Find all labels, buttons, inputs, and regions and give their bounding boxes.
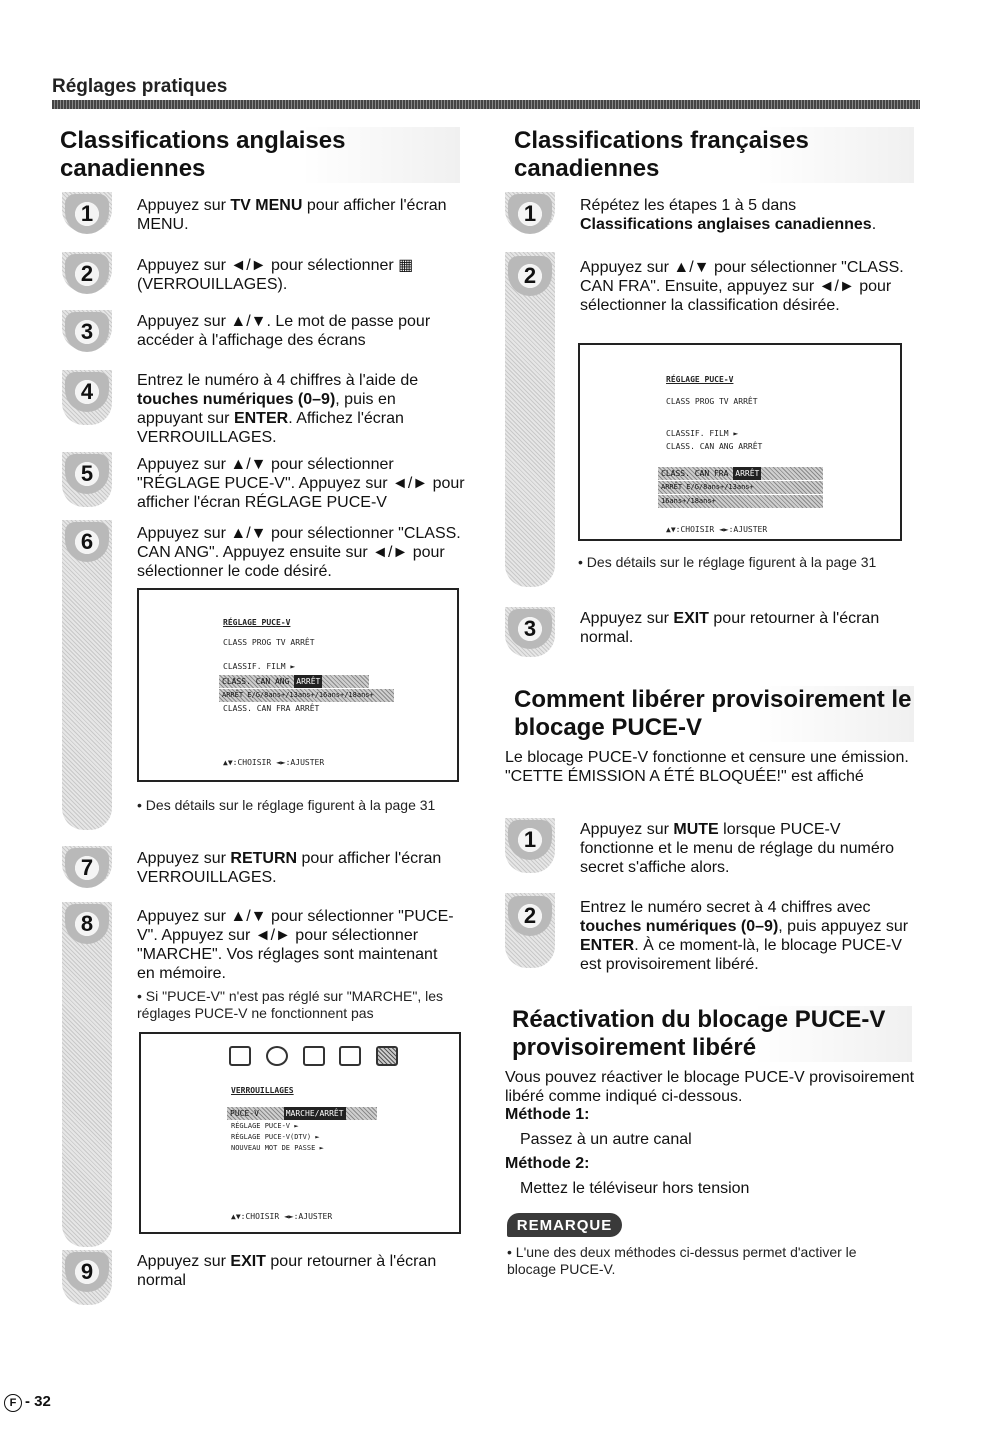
step-number: 1 [508,194,552,234]
step-text: Appuyez sur ▲/▼ pour sélectionner "CLASS. CAN FRA". Ensuite, appuyez sur ◄/► pour sélectionner la classification désirée. [580,259,904,314]
step-text: Entrez le numéro secret à 4 chiffres avec touches numériques (0–9), puis appuyez sur ENTER. À ce moment-là, le blocage PUCE-V est provisoirement libéré. [580,899,909,973]
page-number: F - 32 [4,1393,51,1412]
step-text: Appuyez sur RETURN pour afficher l'écran VERROUILLAGES. [137,850,442,886]
option-icon [339,1046,361,1066]
paragraph: Le blocage PUCE-V fonctionne et censure une émission. "CETTE ÉMISSION A ÉTÉ BLOQUÉE!" est affiché [505,749,909,785]
setup-icon [303,1046,325,1066]
step-number: 1 [508,820,552,860]
section-title-reactivation: Réactivation du blocage PUCE-V provisoirement libéré [512,1006,912,1062]
lock-icon [376,1046,398,1066]
step-bar [62,902,112,1247]
step-number: 2 [508,896,552,936]
menu-icon [229,1046,251,1066]
step-number: 2 [508,256,552,296]
tv-screen-verrouillages: VERROUILLAGES PUCE-V MARCHE/ARRÊT RÉGLAGE PUCE-V ► RÉGLAGE PUCE-V(DTV) ► NOUVEAU MOT DE PASSE ► ▲▼:CHOISIR ◄►:AJUSTER [139,1032,461,1234]
step-number: 6 [65,522,109,562]
note: • Si "PUCE-V" n'est pas réglé sur "MARCHE", les réglages PUCE-V ne fonctionnent pas [137,988,443,1021]
highlight-options: 16ans+/18ans+ [658,495,823,508]
paragraph: Vous pouvez réactiver le blocage PUCE-V provisoirement libéré comme indiqué ci-dessous. [505,1069,915,1105]
step-bar [62,520,112,830]
step-text: Appuyez sur EXIT pour retourner à l'écran normal. [580,610,880,646]
highlight-row: CLASS. CAN FRA ARRÊT [658,467,823,480]
step-number: 2 [65,254,109,294]
method-label: Méthode 2: [505,1155,590,1172]
highlight-row: PUCE-V MARCHE/ARRÊT [227,1107,377,1120]
step-text: Répétez les étapes 1 à 5 dans Classifications anglaises canadiennes. [580,197,877,233]
remarque-badge: REMARQUE [507,1213,622,1237]
step-number: 7 [65,848,109,888]
step-text: Entrez le numéro à 4 chiffres à l'aide de touches numériques (0–9), puis en appuyant sur ENTER. Affichez l'écran VERROUILLAGES. [137,372,419,446]
audio-icon [266,1046,288,1066]
step-number: 4 [65,372,109,412]
section-title-french: Classifications françaises canadiennes [514,127,914,183]
step-bar [505,252,555,587]
step-text: Appuyez sur ▲/▼. Le mot de passe pour accéder à l'affichage des écrans [137,313,431,349]
step-number: 5 [65,454,109,494]
section-title-english: Classifications anglaises canadiennes [60,127,460,183]
step-number: 3 [65,312,109,352]
note: • L'une des deux méthodes ci-dessus permet d'activer le blocage PUCE-V. [507,1244,857,1277]
header-rule [52,100,920,109]
highlight-row: CLASS. CAN ANG ARRÊT [219,675,369,688]
method-text: Passez à un autre canal [520,1131,692,1148]
note: • Des détails sur le réglage figurent à la page 31 [578,554,877,570]
method-text: Mettez le téléviseur hors tension [520,1180,750,1197]
tv-screen-puce-v-settings: RÉGLAGE PUCE-V CLASS PROG TV ARRÊT CLASSIF. FILM ► CLASS. CAN ANG ARRÊT ARRÊT E/G/8ans+/13ans+/16ans+/18ans+ CLASS. CAN FRA ARRÊT ▲▼:CHOISIR ◄►:AJUSTER [137,588,459,782]
step-number: 8 [65,904,109,944]
step-text: Appuyez sur EXIT pour retourner à l'écran normal [137,1253,437,1289]
note: • Des détails sur le réglage figurent à la page 31 [137,797,436,813]
highlight-options: ARRÊT E/G/8ans+/13ans+/16ans+/18ans+ [219,689,394,702]
step-text: Appuyez sur ▲/▼ pour sélectionner "RÉGLAGE PUCE-V". Appuyez sur ◄/► pour afficher l'écran RÉGLAGE PUCE-V [137,456,465,511]
step-text: Appuyez sur ▲/▼ pour sélectionner "PUCE-V". Appuyez sur ◄/► pour sélectionner "MARCHE". Vos réglages sont maintenant en mémoire. [137,908,454,982]
highlight-options: ARRÊT E/G/8ans+/13ans+ [658,481,823,494]
section-title-release: Comment libérer provisoirement le blocage PUCE-V [514,686,914,742]
step-text: Appuyez sur MUTE lorsque PUCE-V fonctionne et le menu de réglage du numéro secret s'affiche alors. [580,821,894,876]
step-number: 1 [65,194,109,234]
step-number: 3 [508,609,552,649]
step-number: 9 [65,1252,109,1292]
tv-screen-puce-v-settings-fra: RÉGLAGE PUCE-V CLASS PROG TV ARRÊT CLASSIF. FILM ► CLASS. CAN ANG ARRÊT CLASS. CAN FRA ARRÊT ARRÊT E/G/8ans+/13ans+ 16ans+/18ans+ ▲▼:CHOISIR ◄►:AJUSTER [578,343,902,541]
step-text: Appuyez sur ◄/► pour sélectionner ▦ (VERROUILLAGES). [137,257,414,293]
method-label: Méthode 1: [505,1106,590,1123]
page-header: Réglages pratiques [52,76,228,97]
step-text: Appuyez sur ▲/▼ pour sélectionner "CLASS. CAN ANG". Appuyez ensuite sur ◄/► pour sélectionner le code désiré. [137,525,461,580]
step-text: Appuyez sur TV MENU pour afficher l'écran MENU. [137,197,447,233]
